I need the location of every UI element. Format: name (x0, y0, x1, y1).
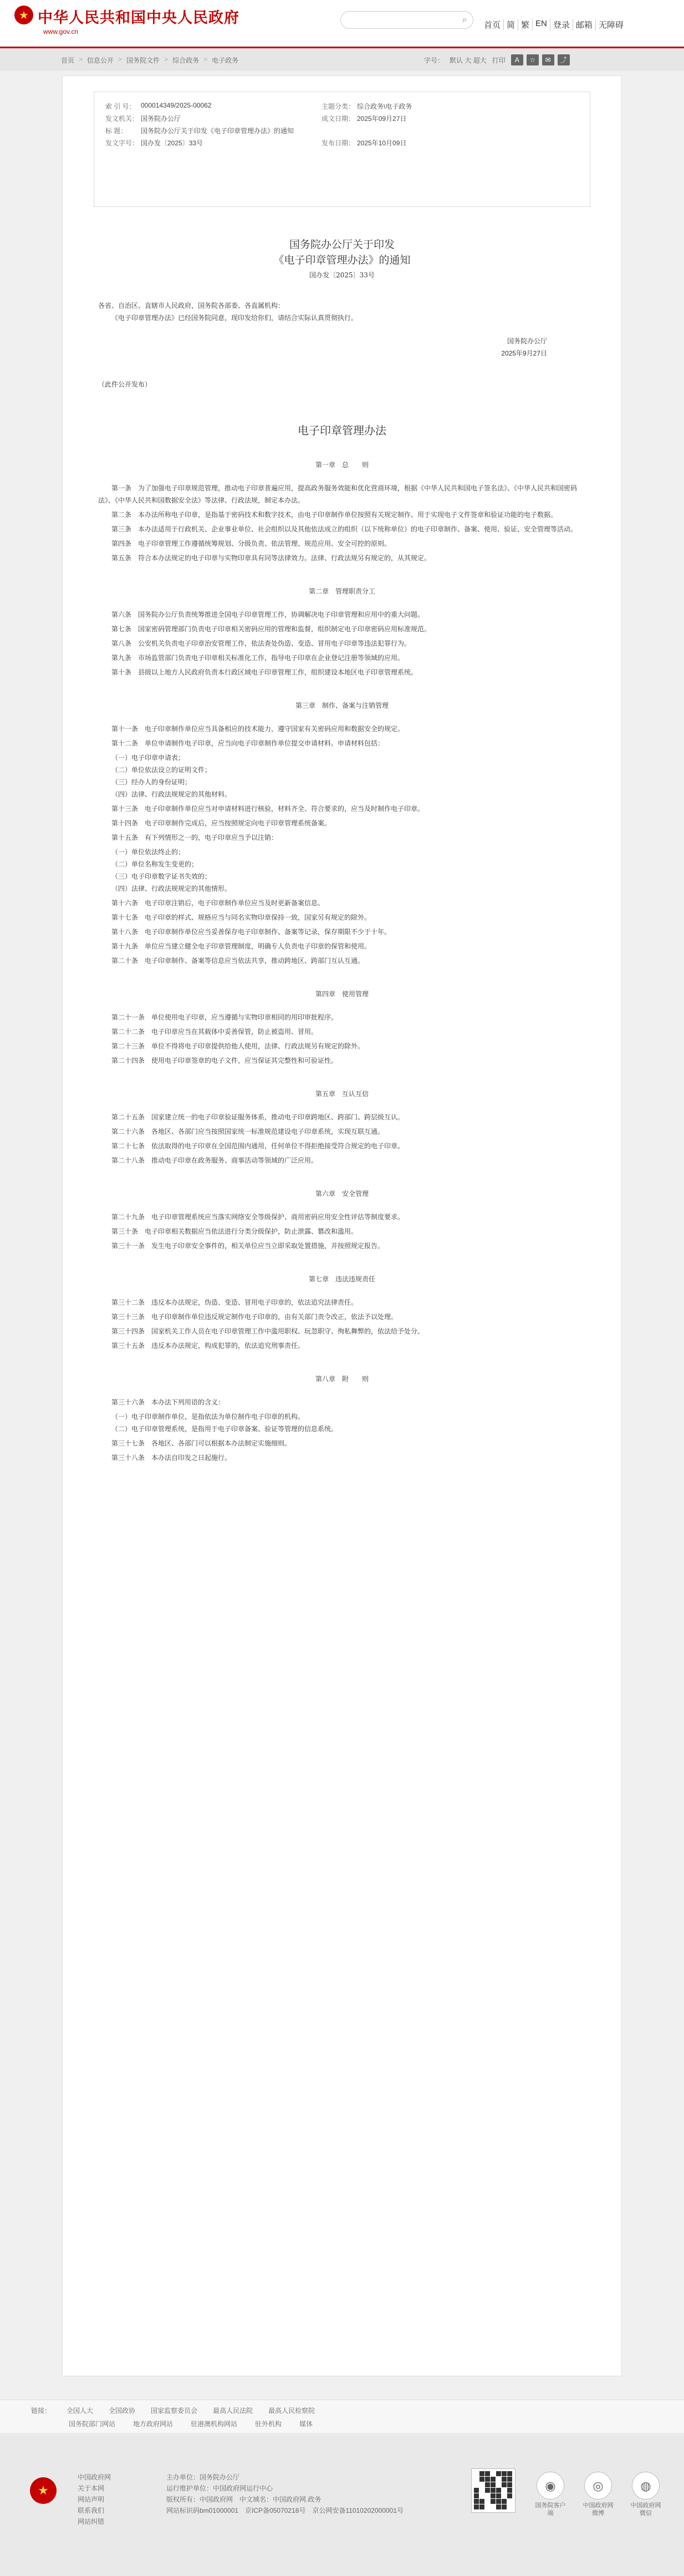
footer-link[interactable]: 驻外机构 (255, 2420, 282, 2428)
article-paragraph: 第十七条 电子印章的样式、规格应当与同名实物印章保持一致，国家另有规定的除外。 (111, 914, 371, 921)
meta-label: 成文日期： (321, 114, 355, 123)
article-paragraph: 第十条 县级以上地方人民政府负责本行政区域电子印章管理工作，组织建设本地区电子印章管理系统。 (111, 668, 418, 676)
search-box (340, 11, 473, 29)
nav-traditional[interactable]: 繁 (518, 19, 532, 31)
article-item: （一）电子印章申请表； (111, 754, 185, 762)
app-icon[interactable]: ◉ (537, 2472, 564, 2499)
notice-heading (98, 237, 586, 280)
footer-item[interactable]: 网站纠错 (78, 2518, 105, 2526)
article-paragraph: 第八条 公安机关负责电子印章治安管理工作，依法查处伪造、变造、冒用电子印章等违法犯罪行为。 (111, 640, 411, 647)
footer-links-row1 (31, 2406, 330, 2415)
meta-label: 主题分类： (321, 102, 355, 110)
mail-icon[interactable]: ✉ (542, 54, 554, 65)
meta-label: 标 题： (105, 126, 127, 135)
article-paragraph: 第六条 国务院办公厅负责统筹推进全国电子印章管理工作，协调解决电子印章管理和应用中的重大问题。 (111, 611, 425, 618)
meta-title: 国务院办公厅关于印发《电子印章管理办法》的通知 (141, 126, 294, 135)
footer-item[interactable]: 关于本网 (78, 2484, 105, 2492)
article-page (62, 75, 622, 2376)
meta-issuer: 国务院办公厅 (141, 114, 181, 123)
nav-login[interactable]: 登录 (550, 19, 573, 31)
footer-links (0, 2400, 684, 2433)
search-icon[interactable]: ⌕ (462, 15, 467, 24)
meta-pub-date: 2025年10月09日 (357, 139, 407, 147)
notice-body: 《电子印章管理办法》已经国务院同意，现印发给你们，请结合实际认真贯彻执行。 (111, 314, 358, 322)
footer-link-label: 链接： (31, 2407, 52, 2415)
crumb-general[interactable]: 综合政务 (172, 57, 200, 64)
article-paragraph: 第二十五条 国家建立统一的电子印章验证服务体系，推动电子印章跨地区、跨部门、跨层级互认。 (111, 1113, 405, 1121)
social-label: 中国政府网微博 (583, 2502, 614, 2517)
footer-copyright: 版权所有：中国政府网 中文域名：中国政府网.政务 (166, 2496, 321, 2503)
footer-icp: 网站标识码bm01000001 京ICP备05070218号 京公网安备11010202000001号 (166, 2507, 404, 2514)
article-paragraph: 第三十四条 国家机关工作人员在电子印章管理工作中滥用职权、玩忽职守、徇私舞弊的，依法给予处分。 (111, 1327, 425, 1335)
article-paragraph: 第二十三条 单位不得将电子印章提供给他人使用，法律、行政法规另有规定的除外。 (111, 1042, 365, 1050)
footer-item[interactable]: 中国政府网 (78, 2473, 111, 2481)
chapter-heading: 第一章 总 则 (315, 461, 369, 469)
footer-item[interactable]: 网站声明 (78, 2496, 105, 2503)
social-label: 中国政府网微信 (630, 2502, 661, 2517)
article-item: （一）电子印章制作单位，是指依法为单位制作电子印章的机构。 (111, 1413, 305, 1421)
article-item: （四）法律、行政法规规定的其他材料。 (111, 790, 232, 798)
meta-label: 发布日期： (321, 139, 355, 147)
footer-col-about (78, 2472, 111, 2527)
article-paragraph: 第三十二条 违反本办法规定，伪造、变造、冒用电子印章的，依法追究法律责任。 (111, 1299, 358, 1306)
article-paragraph: 第二十七条 依法取得的电子印章在全国范围内通用，任何单位不得拒绝接受符合规定的电子印章。 (111, 1142, 405, 1150)
footer-col-org (166, 2472, 404, 2516)
nav-simplified[interactable]: 简 (503, 19, 518, 31)
public-note: （此件公开发布） (98, 381, 152, 388)
meta-index-no: 000014349/2025-00062 (141, 101, 212, 109)
nav-english[interactable]: EN (532, 19, 550, 31)
article-paragraph: 第三十七条 各地区、各部门可以根据本办法制定实施细则。 (111, 1439, 292, 1447)
article-item: （三）电子印章数字证书失效的； (111, 873, 212, 880)
chapter-heading: 第八章 附 则 (315, 1375, 369, 1383)
article-paragraph: 第三十一条 发生电子印章安全事件的，相关单位应当立即采取处置措施，并按照规定报告。 (111, 1242, 385, 1250)
article-paragraph: 第七条 国家密码管理部门负责电子印章相关密码应用的管理和监督，组织制定电子印章密码应用标准规范。 (111, 625, 431, 633)
search-input[interactable] (348, 12, 453, 28)
footer-link[interactable]: 国务院部门网站 (69, 2420, 116, 2428)
favorite-icon[interactable]: ☆ (527, 54, 539, 65)
article-paragraph: 第三十八条 本办法自印发之日起施行。 (111, 1454, 232, 1462)
document-meta-table (94, 92, 590, 207)
article-item: （二）单位名称发生变更的； (111, 860, 198, 868)
article-paragraph: 第二十四条 使用电子印章签章的电子文件，应当保证其完整性和可验证性。 (111, 1057, 338, 1064)
footer-link[interactable]: 全国人大 (67, 2407, 94, 2415)
font-size-options[interactable]: 默认 大 超大 (450, 56, 487, 64)
article-paragraph: 第二十二条 电子印章应当在其载体中妥善保管，防止被盗用、冒用。 (111, 1028, 318, 1036)
top-nav (481, 19, 626, 31)
article-paragraph: 第五条 符合本办法规定的电子印章与实物印章具有同等法律效力。法律、行政法规另有规定的，从其规定。 (111, 554, 431, 562)
footer-link[interactable]: 驻港澳机构网站 (191, 2420, 238, 2428)
article-paragraph: 第十六条 电子印章注销后，电子印章制作单位应当及时更新备案信息。 (111, 899, 325, 907)
footer-link[interactable]: 国家监察委员会 (151, 2407, 198, 2415)
wechat-icon[interactable]: ◍ (632, 2472, 660, 2499)
measure-sections (98, 459, 586, 1464)
breadcrumb-bar (0, 48, 684, 70)
article-paragraph: 第一条 为了加强电子印章规范管理，推动电子印章普遍应用，提高政务服务效能和优化营商环境，根据《中华人民共和国电子签名法》、《中华人民共和国密码法》、《中华人民共和国数据安全法》等法律、行政法规，制定本办法。 (98, 484, 578, 504)
meta-doc-no: 国办发〔2025〕33号 (141, 139, 203, 147)
print-link[interactable]: 打印 (492, 56, 506, 64)
notice-title-line2: 《电子印章管理办法》的通知 (273, 254, 411, 266)
article-paragraph: 第十一条 电子印章制作单位应当具备相应的技术能力，遵守国家有关密码应用和数据安全的规定。 (111, 725, 405, 733)
meta-label: 发文机关： (105, 114, 139, 123)
article-paragraph: 第二条 本办法所称电子印章，是指基于密码技术和数字技术，由电子印章制作单位按照有关规定制作、用于实现电子文件签章和验证功能的电子数据。 (111, 511, 558, 519)
article-paragraph: 第三条 本办法适用于行政机关、企业事业单位、社会组织以及其他依法成立的组织（以下统称单位）的电子印章制作、备案、使用、验证、安全管理等活动。 (111, 525, 578, 533)
notice-sign-org: 国务院办公厅 (507, 337, 547, 345)
article-item: （一）单位依法终止的； (111, 848, 185, 856)
notice-number: 国办发〔2025〕33号 (309, 271, 375, 279)
chapter-heading: 第六章 安全管理 (315, 1190, 369, 1198)
crumb-home[interactable]: 首页 (61, 57, 75, 64)
footer-link[interactable]: 最高人民法院 (213, 2407, 253, 2415)
article-paragraph: 第十九条 单位应当建立健全电子印章管理制度，明确专人负责电子印章的保管和使用。 (111, 942, 371, 950)
notice-title-line1: 国务院办公厅关于印发 (289, 239, 395, 251)
article-paragraph: 第十五条 有下列情形之一的，电子印章应当予以注销： (111, 834, 278, 841)
measure-title: 电子印章管理办法 (298, 424, 386, 437)
social-label: 国务院客户端 (535, 2502, 566, 2517)
font-size-label: 字号： (424, 56, 445, 64)
article-paragraph: 第二十九条 电子印章管理系统应当落实网络安全等级保护、商用密码应用安全性评估等制度要求。 (111, 1213, 405, 1221)
article-paragraph: 第三十条 电子印章相关数据应当依法进行分类分级保护，防止泄露、篡改和滥用。 (111, 1228, 358, 1235)
site-url: www.gov.cn (43, 28, 79, 36)
article-paragraph: 第二十八条 推动电子印章在政务服务、商事活动等领域的广泛应用。 (111, 1157, 318, 1164)
article-paragraph: 第十三条 电子印章制作单位应当对申请材料进行核验，材料齐全、符合要求的，应当及时制作电子印章。 (111, 805, 425, 813)
national-emblem-icon: ★ (14, 6, 33, 24)
share-icon[interactable]: ⤴ (558, 54, 570, 65)
site-footer (0, 2433, 684, 2576)
article-paragraph: 第九条 市场监管部门负责电子印章相关标准化工作，指导电子印章在企业登记注册等领域的应用。 (111, 654, 405, 662)
crumb-egov[interactable]: 电子政务 (212, 57, 239, 64)
meta-label: 索 引 号： (105, 102, 136, 110)
footer-item[interactable]: 联系我们 (78, 2507, 105, 2514)
reading-tools (424, 54, 573, 65)
meta-date: 2025年09月27日 (357, 114, 407, 123)
footer-link[interactable]: 地方政府网站 (133, 2420, 173, 2428)
meta-category: 综合政务\电子政务 (357, 102, 412, 110)
breadcrumb: 首页 > 信息公开 > 国务院文件 > 综合政务 > 电子政务 (61, 55, 239, 64)
article-paragraph: 第四条 电子印章管理工作遵循统筹规划、分级负责、依法管理、规范应用、安全可控的原则。 (111, 540, 391, 547)
site-logo[interactable] (14, 6, 239, 27)
weibo-icon[interactable]: ◎ (584, 2472, 612, 2499)
article-paragraph: 第十四条 电子印章制作完成后，应当按照规定向电子印章管理系统备案。 (111, 819, 331, 827)
footer-emblem-icon: ★ (30, 2477, 57, 2504)
notice-addressee: 各省、自治区、直辖市人民政府，国务院各部委、各直属机构： (98, 302, 285, 310)
article-paragraph: 第三十六条 本办法下列用语的含义： (111, 1398, 225, 1406)
font-icon[interactable]: A (511, 54, 523, 65)
crumb-info[interactable]: 信息公开 (87, 57, 114, 64)
chapter-heading: 第五章 互认互信 (315, 1090, 369, 1098)
article-item: （四）法律、行政法规规定的其他情形。 (111, 885, 232, 893)
footer-link[interactable]: 媒体 (299, 2420, 313, 2428)
chapter-heading: 第四章 使用管理 (315, 990, 369, 998)
footer-link[interactable]: 最高人民检察院 (268, 2407, 315, 2415)
nav-accessibility[interactable]: 无障碍 (595, 19, 626, 31)
article-paragraph: 第三十五条 违反本办法规定，构成犯罪的，依法追究刑事责任。 (111, 1342, 305, 1350)
article-item: （二）单位依法设立的证明文件； (111, 766, 212, 774)
article-paragraph: 第二十条 电子印章制作、备案等信息应当依法共享，推动跨地区、跨部门互认互通。 (111, 957, 365, 965)
chapter-heading: 第七章 违法违规责任 (308, 1275, 375, 1283)
footer-links-row2 (69, 2419, 330, 2428)
article-paragraph: 第二十一条 单位使用电子印章，应当遵循与实物印章相同的用印审批程序。 (111, 1013, 338, 1021)
footer-item: 主办单位：国务院办公厅 (166, 2473, 240, 2481)
nav-home[interactable]: 首页 (484, 21, 501, 30)
chapter-heading: 第二章 管理职责分工 (308, 587, 375, 595)
document-body (63, 237, 621, 1464)
meta-label: 发文字号： (105, 139, 139, 147)
article-item: （三）经办人的身份证明； (111, 778, 192, 786)
article-paragraph: 第二十六条 各地区、各部门应当按照国家统一标准规范建设电子印章系统，实现互联互通。 (111, 1128, 385, 1135)
notice-sign-date: 2025年9月27日 (501, 349, 547, 357)
article-paragraph: 第十二条 单位申请制作电子印章，应当向电子印章制作单位提交申请材料。申请材料包括： (111, 739, 385, 747)
crumb-docs[interactable]: 国务院文件 (126, 57, 160, 64)
article-paragraph: 第三十三条 电子印章制作单位违反规定制作电子印章的，由有关部门责令改正，依法予以处理。 (111, 1313, 398, 1321)
site-title: 中华人民共和国中央人民政府 (38, 9, 239, 27)
footer-item: 运行维护单位：中国政府网运行中心 (166, 2484, 273, 2492)
chapter-heading: 第三章 制作、备案与注销管理 (295, 702, 389, 709)
nav-mail[interactable]: 邮箱 (573, 19, 595, 31)
article-paragraph: 第十八条 电子印章制作单位应当妥善保存电子印章制作、备案等记录，保存期限不少于十年。 (111, 928, 391, 936)
footer-link[interactable]: 全国政协 (109, 2407, 136, 2415)
top-header (0, 0, 684, 47)
qr-code-icon (471, 2468, 515, 2513)
article-item: （二）电子印章管理系统，是指用于电子印章备案、验证等管理的信息系统。 (111, 1425, 338, 1433)
